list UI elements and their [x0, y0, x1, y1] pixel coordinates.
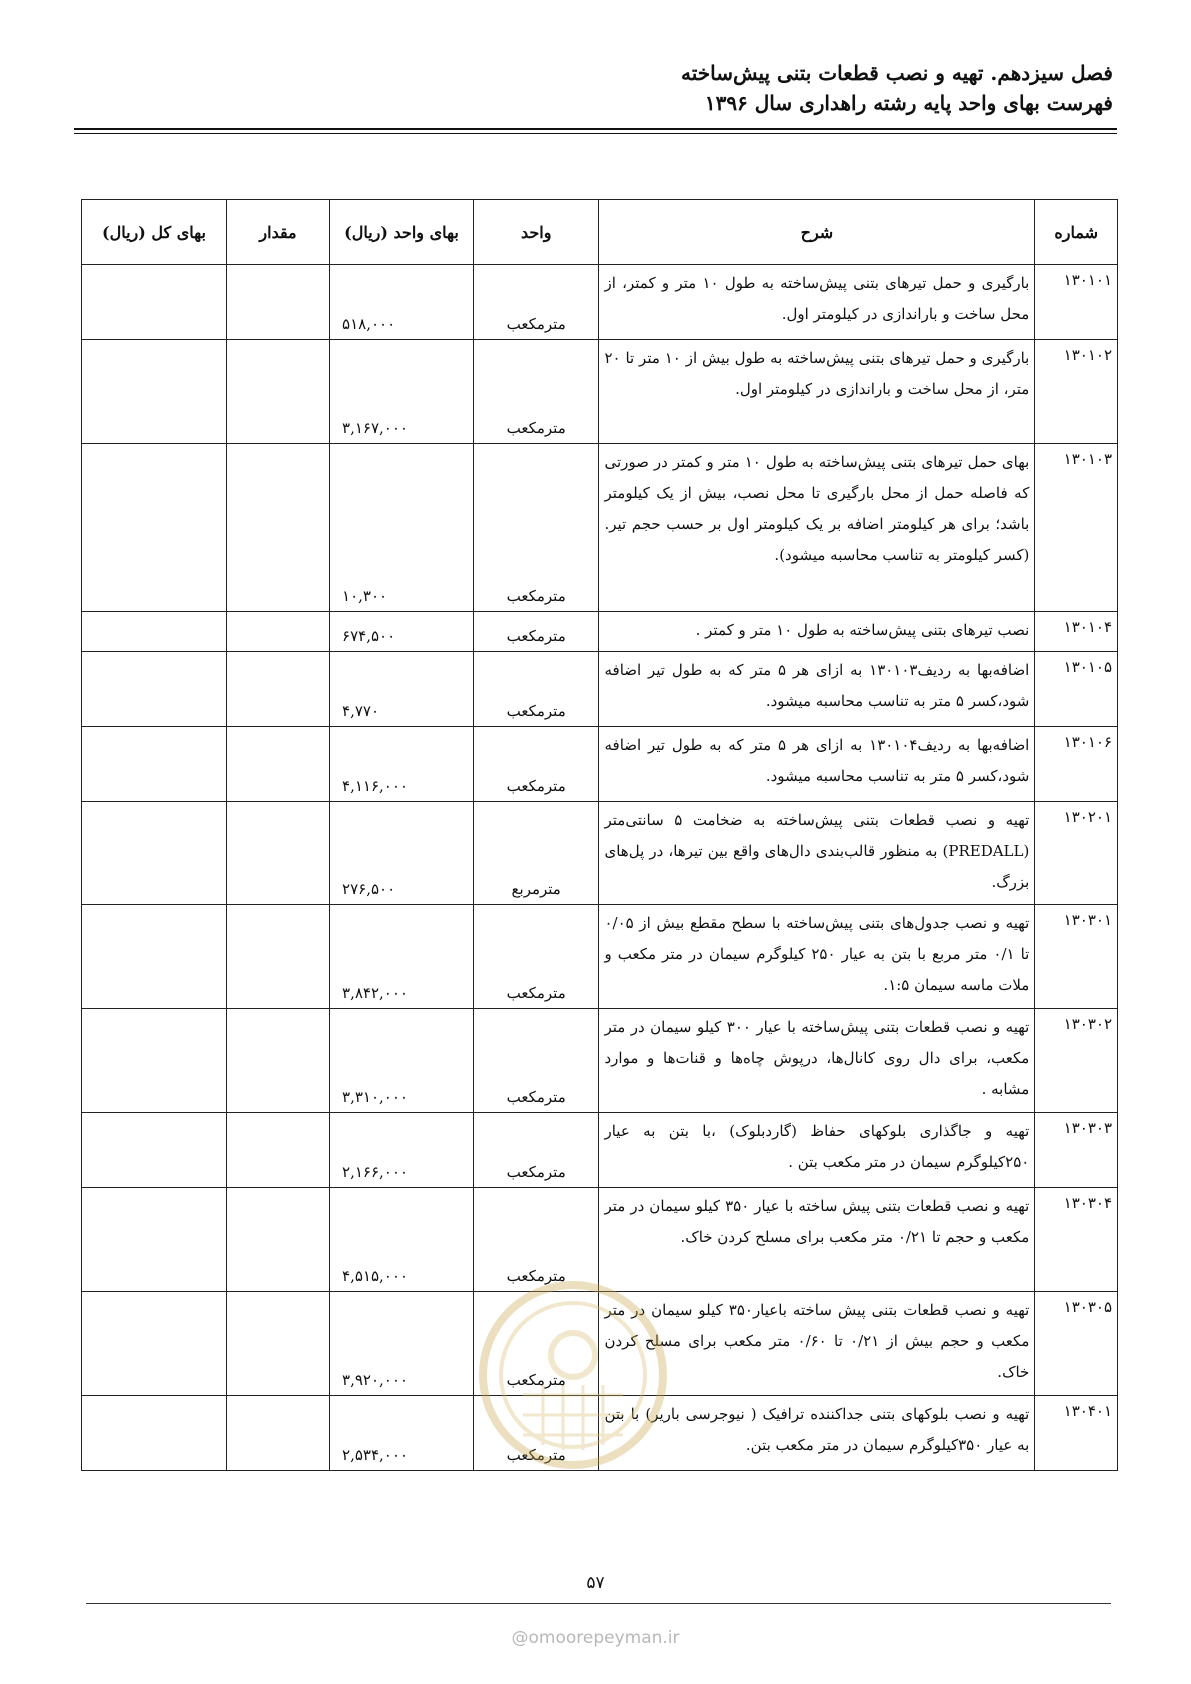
item-unit-price: ۴,۱۱۶,۰۰۰: [330, 727, 474, 802]
item-unit-price: ۲,۱۶۶,۰۰۰: [330, 1113, 474, 1188]
item-quantity: [226, 802, 329, 905]
table-row: [82, 727, 1118, 802]
price-list-title: فهرست بهای واحد پایه رشته راهداری سال ۱۳۹۶: [704, 91, 1113, 115]
table-row: [82, 1188, 1118, 1292]
item-description: اضافه‌بها به ردیف۱۳۰۱۰۳ به ازای هر ۵ متر که به طول تیر اضافه شود،کسر ۵ متر به تناسب محاسبه میشود.: [599, 652, 1035, 727]
table-row: [82, 1009, 1118, 1113]
item-unit: مترمکعب: [473, 1113, 599, 1188]
item-unit-price: ۳,۸۴۲,۰۰۰: [330, 905, 474, 1009]
table-row: [82, 652, 1118, 727]
item-description: تهیه و نصب قطعات بتنی پیش ساخته با عیار ۳۵۰ کیلو سیمان در متر مکعب و حجم تا ۰/۲۱ متر مکعب برای مسلح کردن خاک.: [599, 1188, 1035, 1292]
item-unit: مترمکعب: [473, 340, 599, 444]
item-code: ۱۳۰۱۰۱: [1035, 265, 1118, 340]
item-unit-price: ۳,۳۱۰,۰۰۰: [330, 1009, 474, 1113]
watermark-text: @omoorepeyman.ir: [511, 1628, 680, 1648]
item-total-price: [82, 652, 227, 727]
item-unit: مترمکعب: [473, 1188, 599, 1292]
item-unit-price: ۱۰,۳۰۰: [330, 444, 474, 612]
col-header-number: شماره: [1035, 200, 1118, 265]
item-unit-price: ۲۷۶,۵۰۰: [330, 802, 474, 905]
item-quantity: [226, 340, 329, 444]
item-code: ۱۳۰۲۰۱: [1035, 802, 1118, 905]
item-total-price: [82, 1292, 227, 1396]
item-unit-price: ۳,۱۶۷,۰۰۰: [330, 340, 474, 444]
item-unit-price: ۴,۵۱۵,۰۰۰: [330, 1188, 474, 1292]
table-row: [82, 802, 1118, 905]
col-header-description: شرح: [599, 200, 1035, 265]
item-code: ۱۳۰۳۰۴: [1035, 1188, 1118, 1292]
item-code: ۱۳۰۱۰۳: [1035, 444, 1118, 612]
item-description: تهیه و نصب قطعات بتنی پیش‌ساخته به ضخامت ۵ سانتی‌متر (PREDALL) به منظور قالب‌بندی دال‌های واقع بین تیرها، در پل‌های بزرگ.: [599, 802, 1035, 905]
price-table: [81, 199, 1118, 1471]
item-total-price: [82, 612, 227, 652]
page-number: ۵۷: [586, 1573, 605, 1593]
header-rule-thin: [74, 133, 1117, 134]
item-description: تهیه و نصب قطعات بتنی پیش‌ساخته با عیار ۳۰۰ کیلو سیمان در متر مکعب، برای دال روی کانال‌ها، درپوش چاه‌ها و قنات‌ها و موارد مشابه .: [599, 1009, 1035, 1113]
footer-rule: [86, 1603, 1111, 1604]
item-code: ۱۳۰۳۰۲: [1035, 1009, 1118, 1113]
item-description: بارگیری و حمل تیرهای بتنی پیش‌ساخته به طول بیش از ۱۰ متر تا ۲۰ متر، از محل ساخت و باراندازی در کیلومتر اول.: [599, 340, 1035, 444]
table-row: [82, 340, 1118, 444]
col-header-total-price: بهای کل (ریال): [82, 200, 227, 265]
item-total-price: [82, 727, 227, 802]
col-header-quantity: مقدار: [226, 200, 329, 265]
header-rule-thick: [74, 128, 1117, 130]
item-unit-price: ۴,۷۷۰: [330, 652, 474, 727]
item-unit-price: ۲,۵۳۴,۰۰۰: [330, 1396, 474, 1471]
item-unit: مترمکعب: [473, 612, 599, 652]
item-description: تهیه و نصب جدول‌های بتنی پیش‌ساخته با سطح مقطع بیش از ۰/۰۵ تا ۰/۱ متر مربع با بتن به عیار ۲۵۰ کیلوگرم سیمان در متر مکعب و ملات ماسه سیمان ۱:۵.: [599, 905, 1035, 1009]
item-description: نصب تیرهای بتنی پیش‌ساخته به طول ۱۰ متر و کمتر .: [599, 612, 1035, 652]
item-unit: مترمکعب: [473, 1396, 599, 1471]
item-quantity: [226, 905, 329, 1009]
item-total-price: [82, 340, 227, 444]
item-unit-price: ۵۱۸,۰۰۰: [330, 265, 474, 340]
item-quantity: [226, 1188, 329, 1292]
item-total-price: [82, 802, 227, 905]
item-code: ۱۳۰۱۰۲: [1035, 340, 1118, 444]
item-description: تهیه و نصب بلوکهای بتنی جداکننده ترافیک ( نیوجرسی باریر) با بتن به عیار ۳۵۰کیلوگرم سیمان در متر مکعب بتن.: [599, 1396, 1035, 1471]
item-quantity: [226, 1113, 329, 1188]
table-row: [82, 265, 1118, 340]
item-unit: مترمکعب: [473, 905, 599, 1009]
item-quantity: [226, 612, 329, 652]
item-code: ۱۳۰۱۰۶: [1035, 727, 1118, 802]
item-unit-price: ۳,۹۲۰,۰۰۰: [330, 1292, 474, 1396]
item-total-price: [82, 444, 227, 612]
item-quantity: [226, 1009, 329, 1113]
item-code: ۱۳۰۱۰۴: [1035, 612, 1118, 652]
item-unit: مترمکعب: [473, 1009, 599, 1113]
item-unit: مترمکعب: [473, 444, 599, 612]
page-header: [78, 58, 1113, 118]
item-quantity: [226, 265, 329, 340]
item-unit: مترمکعب: [473, 265, 599, 340]
item-total-price: [82, 1396, 227, 1471]
col-header-unit-price: بهای واحد (ریال): [330, 200, 474, 265]
item-unit: مترمکعب: [473, 652, 599, 727]
item-unit: مترمربع: [473, 802, 599, 905]
chapter-title: فصل سیزدهم. تهیه و نصب قطعات بتنی پیش‌ساخته: [680, 61, 1113, 85]
item-description: اضافه‌بها به ردیف۱۳۰۱۰۴ به ازای هر ۵ متر که به طول تیر اضافه شود،کسر ۵ متر به تناسب محاسبه میشود.: [599, 727, 1035, 802]
item-code: ۱۳۰۱۰۵: [1035, 652, 1118, 727]
item-code: ۱۳۰۴۰۱: [1035, 1396, 1118, 1471]
item-quantity: [226, 1396, 329, 1471]
item-quantity: [226, 444, 329, 612]
item-description: تهیه و نصب قطعات بتنی پیش ساخته باعیار۳۵۰ کیلو سیمان در متر مکعب و حجم بیش از ۰/۲۱ تا ۰/۶۰ متر مکعب برای مسلح کردن خاک.: [599, 1292, 1035, 1396]
item-total-price: [82, 1113, 227, 1188]
item-quantity: [226, 1292, 329, 1396]
table-row: [82, 444, 1118, 612]
table-row: [82, 1113, 1118, 1188]
item-total-price: [82, 1188, 227, 1292]
table-row: [82, 612, 1118, 652]
table-row: [82, 1396, 1118, 1471]
item-code: ۱۳۰۳۰۱: [1035, 905, 1118, 1009]
item-code: ۱۳۰۳۰۵: [1035, 1292, 1118, 1396]
item-total-price: [82, 265, 227, 340]
item-unit: مترمکعب: [473, 727, 599, 802]
item-description: تهیه و جاگذاری بلوکهای حفاظ (گاردبلوک) ،با بتن به عیار ۲۵۰کیلوگرم سیمان در متر مکعب بتن .: [599, 1113, 1035, 1188]
item-total-price: [82, 1009, 227, 1113]
table-row: [82, 905, 1118, 1009]
item-description: بارگیری و حمل تیرهای بتنی پیش‌ساخته به طول ۱۰ متر و کمتر، از محل ساخت و باراندازی در کیلومتر اول.: [599, 265, 1035, 340]
item-unit: مترمکعب: [473, 1292, 599, 1396]
item-total-price: [82, 905, 227, 1009]
table-row: [82, 1292, 1118, 1396]
item-quantity: [226, 727, 329, 802]
col-header-unit: واحد: [473, 200, 599, 265]
item-description: بهای حمل تیرهای بتنی پیش‌ساخته به طول ۱۰ متر و کمتر در صورتی که فاصله حمل از محل بارگیری تا محل نصب، بیش از یک کیلومتر باشد؛ برای هر کیلومتر اضافه بر یک کیلومتر اول بر حسب حجم تیر. (کسر کیلومتر به تناسب محاسبه میشود).: [599, 444, 1035, 612]
table-header-row: [82, 200, 1118, 265]
item-unit-price: ۶۷۴,۵۰۰: [330, 612, 474, 652]
item-code: ۱۳۰۳۰۳: [1035, 1113, 1118, 1188]
item-quantity: [226, 652, 329, 727]
